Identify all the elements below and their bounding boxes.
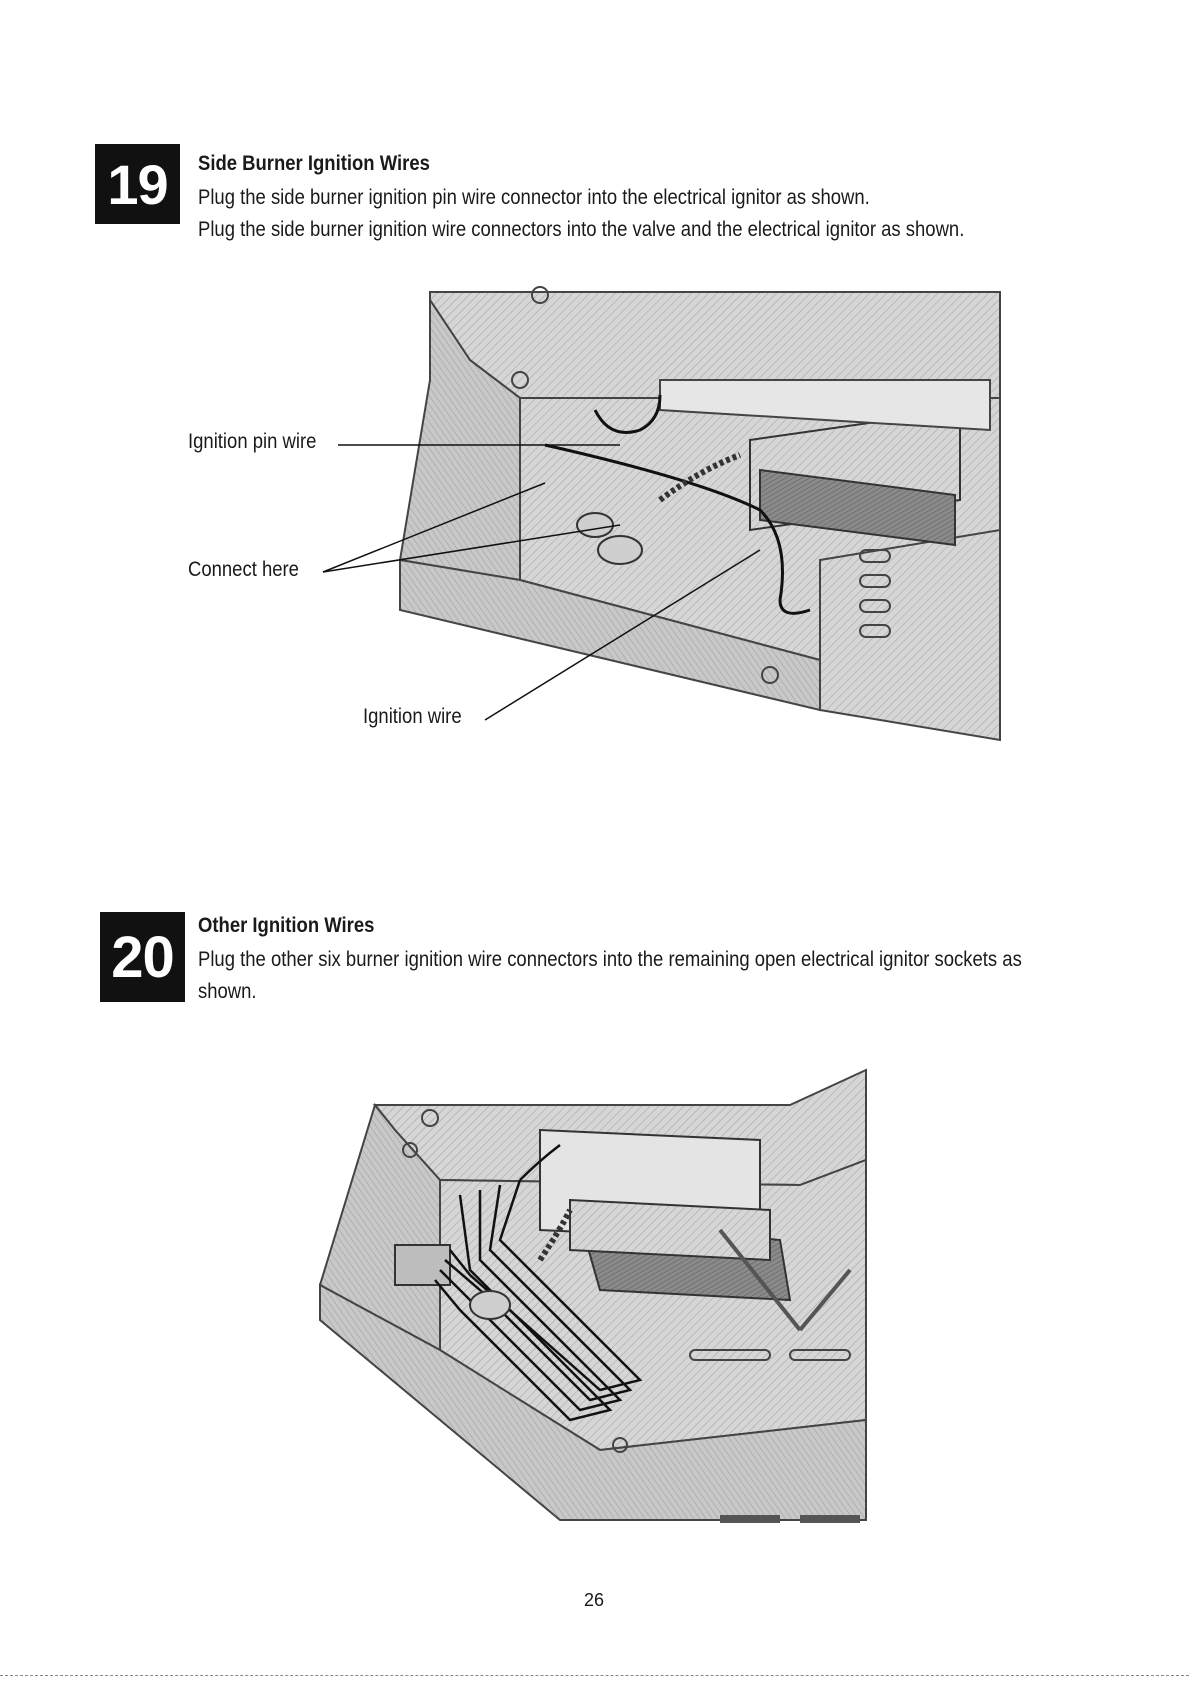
step-title: Side Burner Ignition Wires [198,152,430,175]
step-title: Other Ignition Wires [198,914,375,937]
step-number-badge: 20 [100,912,185,1002]
side-burner-wiring-illustration [0,280,1189,760]
callout-connect-here: Connect here [188,558,299,581]
page-number: 26 [584,1590,605,1610]
step-instruction: Plug the other six burner ignition wire connectors into the remaining open electrical ignitor sockets as shown. [198,948,1022,1003]
callout-ignition-pin-wire: Ignition pin wire [188,430,317,453]
step-instruction: Plug the side burner ignition wire connectors into the valve and the electrical ignitor as shown. [198,218,965,241]
step-instruction: Plug the side burner ignition pin wire connector into the electrical ignitor as shown. [198,186,870,209]
callout-ignition-wire: Ignition wire [363,705,462,728]
ignitor-wiring-illustration [0,1060,1189,1540]
page-bottom-rule [0,1675,1189,1676]
step-number-badge: 19 [95,144,180,224]
